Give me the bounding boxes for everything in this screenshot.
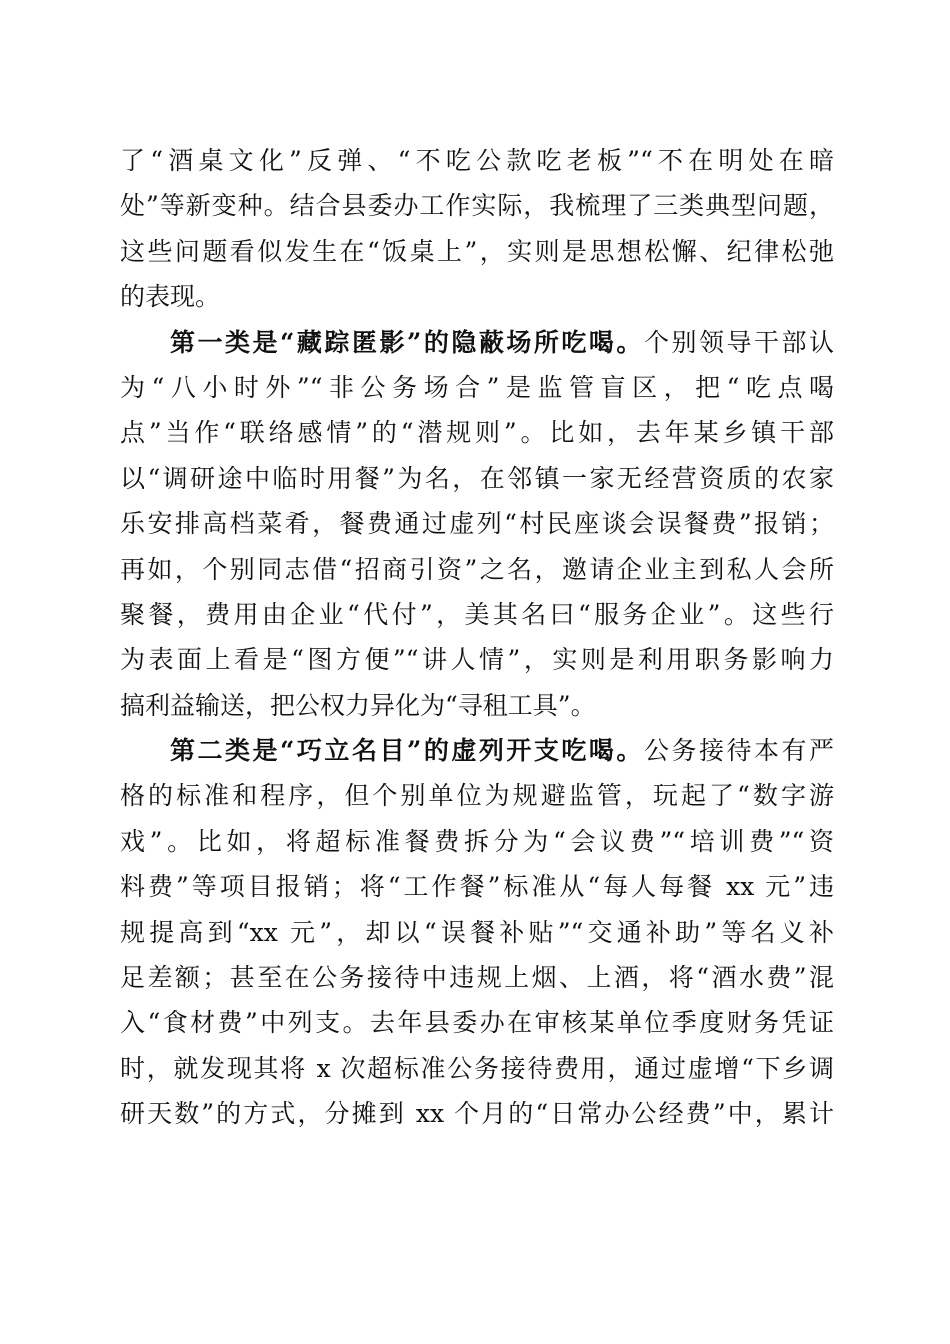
paragraph-category-two (120, 728, 834, 1137)
text-line: 点”当作“联络感情”的“潜规则”。比如，去年某乡镇干部 (120, 418, 834, 448)
text-line: 时，就发现其将 x 次超标准公务接待费用，通过虚增“下乡调 (120, 1053, 834, 1083)
text-line: 足差额；甚至在公务接待中违规上烟、上酒，将“酒水费”混 (120, 963, 834, 993)
text-segment: 公务接待本有严 (643, 736, 834, 766)
text-line: 格的标准和程序，但个别单位为规避监管，玩起了“数字游 (120, 781, 834, 811)
text-line: 搞利益输送，把公权力异化为“寻租工具”。 (120, 690, 596, 720)
text-line: 规提高到“xx 元”，却以“误餐补贴”“交通补助”等名义补 (120, 917, 834, 947)
text-line: 的表现。 (120, 282, 221, 312)
text-line: 聚餐，费用由企业“代付”，美其名曰“服务企业”。这些行 (120, 599, 834, 629)
document-body (120, 138, 834, 1137)
text-line: 为“八小时外”“非公务场合”是监管盲区，把“吃点喝 (120, 372, 834, 402)
text-line (120, 728, 834, 773)
category-heading: 第一类是“藏踪匿影”的隐蔽场所吃喝。 (170, 327, 644, 357)
text-line: 这些问题看似发生在“饭桌上”，实则是思想松懈、纪律松弛 (120, 236, 834, 266)
paragraph-intro (120, 138, 834, 320)
text-line: 戏”。比如，将超标准餐费拆分为“会议费”“培训费”“资 (120, 826, 834, 856)
text-segment: 个别领导干部认 (643, 327, 834, 357)
text-line: 再如，个别同志借“招商引资”之名，邀请企业主到私人会所 (120, 554, 834, 584)
paragraph-category-one (120, 320, 834, 729)
category-heading: 第二类是“巧立名目”的虚列开支吃喝。 (170, 736, 644, 766)
text-line: 处”等新变种。结合县委办工作实际，我梳理了三类典型问题， (120, 191, 834, 221)
text-line: 乐安排高档菜肴，餐费通过虚列“村民座谈会误餐费”报销； (120, 509, 834, 539)
text-line (120, 320, 834, 365)
text-line: 料费”等项目报销；将“工作餐”标准从“每人每餐 xx 元”违 (120, 872, 834, 902)
text-line: 入“食材费”中列支。去年县委办在审核某单位季度财务凭证 (120, 1008, 834, 1038)
text-line: 为表面上看是“图方便”“讲人情”，实则是利用职务影响力 (120, 645, 834, 675)
text-line: 了“酒桌文化”反弹、“不吃公款吃老板”“不在明处在暗 (120, 146, 834, 175)
text-line: 以“调研途中临时用餐”为名，在邻镇一家无经营资质的农家 (120, 463, 834, 493)
text-line: 研天数”的方式，分摊到 xx 个月的“日常办公经费”中，累计 (120, 1099, 834, 1129)
